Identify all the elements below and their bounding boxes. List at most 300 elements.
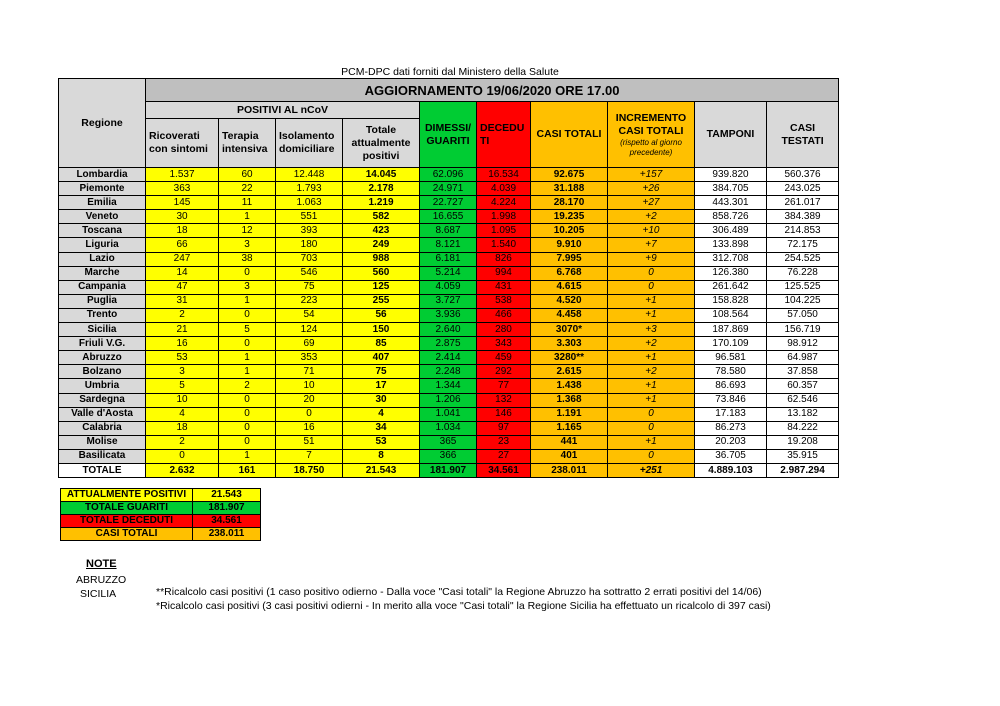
- cell-regione: Emilia: [59, 196, 146, 210]
- cell-incremento: +27: [608, 196, 695, 210]
- cell-tamponi: 158.828: [695, 294, 767, 308]
- cell-dimessi: 2.875: [420, 337, 477, 351]
- cell-ricoverati: 47: [146, 280, 219, 294]
- cell-dimessi: 2.248: [420, 365, 477, 379]
- cell-casi-totali: 6.768: [531, 266, 608, 280]
- cell-totale-positivi: 53: [343, 435, 420, 449]
- cell-dimessi: 1.034: [420, 421, 477, 435]
- summary-value: 34.561: [193, 515, 261, 528]
- cell-totale-positivi: 150: [343, 323, 420, 337]
- cell-dimessi: 3.727: [420, 294, 477, 308]
- cell-ricoverati: 363: [146, 182, 219, 196]
- cell-isolamento: 75: [276, 280, 343, 294]
- cell-deceduti: 292: [477, 365, 531, 379]
- cell-totale-positivi: 75: [343, 365, 420, 379]
- cell-terapia: 3: [219, 280, 276, 294]
- cell-deceduti: 826: [477, 252, 531, 266]
- header-incremento: [608, 102, 695, 168]
- summary-value: 181.907: [193, 502, 261, 515]
- cell-totale-positivi: 21.543: [343, 463, 420, 477]
- cell-tamponi: 73.846: [695, 393, 767, 407]
- cell-terapia: 1: [219, 365, 276, 379]
- header-casi-testati: CASI TESTATI: [767, 102, 839, 168]
- cell-isolamento: 353: [276, 351, 343, 365]
- cell-terapia: 1: [219, 294, 276, 308]
- cell-casi-testati: 214.853: [767, 224, 839, 238]
- cell-ricoverati: 247: [146, 252, 219, 266]
- totals-row: [59, 463, 839, 477]
- cell-totale-positivi: 34: [343, 421, 420, 435]
- cell-totale-positivi: 85: [343, 337, 420, 351]
- cell-terapia: 11: [219, 196, 276, 210]
- cell-tamponi: 306.489: [695, 224, 767, 238]
- table-row: [59, 407, 839, 421]
- cell-regione: Molise: [59, 435, 146, 449]
- cell-casi-totali: 28.170: [531, 196, 608, 210]
- cell-casi-testati: 13.182: [767, 407, 839, 421]
- cell-terapia: 1: [219, 210, 276, 224]
- cell-casi-testati: 156.719: [767, 323, 839, 337]
- cell-dimessi: 2.414: [420, 351, 477, 365]
- cell-dimessi: 8.121: [420, 238, 477, 252]
- cell-casi-totali: 3070*: [531, 323, 608, 337]
- cell-tamponi: 86.693: [695, 379, 767, 393]
- cell-dimessi: 24.971: [420, 182, 477, 196]
- cell-isolamento: 71: [276, 365, 343, 379]
- header-terapia: Terapia intensiva: [219, 119, 276, 168]
- table-row: [59, 266, 839, 280]
- summary-value: 238.011: [193, 528, 261, 541]
- cell-terapia: 60: [219, 168, 276, 182]
- table-body: [59, 168, 839, 478]
- header-tamponi: TAMPONI: [695, 102, 767, 168]
- summary-row: [61, 489, 261, 502]
- table-row: [59, 168, 839, 182]
- cell-ricoverati: 2: [146, 308, 219, 322]
- cell-isolamento: 1.063: [276, 196, 343, 210]
- cell-ricoverati: 1.537: [146, 168, 219, 182]
- note-text-sicilia: *Ricalcolo casi positivi (3 casi positivi odierni - In merito alla voce "Casi totali" la Regione Sicilia ha effettuato un ricalcolo di 397 casi): [156, 600, 771, 612]
- cell-dimessi: 1.041: [420, 407, 477, 421]
- cell-dimessi: 22.727: [420, 196, 477, 210]
- cell-ricoverati: 66: [146, 238, 219, 252]
- cell-ricoverati: 2: [146, 435, 219, 449]
- cell-casi-totali: 1.438: [531, 379, 608, 393]
- cell-tamponi: 133.898: [695, 238, 767, 252]
- cell-regione: Umbria: [59, 379, 146, 393]
- cell-ricoverati: 0: [146, 449, 219, 463]
- cell-casi-totali: 4.520: [531, 294, 608, 308]
- cell-deceduti: 77: [477, 379, 531, 393]
- summary-table: [60, 488, 261, 541]
- cell-totale-positivi: 407: [343, 351, 420, 365]
- cell-regione: Basilicata: [59, 449, 146, 463]
- cell-terapia: 38: [219, 252, 276, 266]
- cell-casi-testati: 19.208: [767, 435, 839, 449]
- header-dimessi: DIMESSI/ GUARITI: [420, 102, 477, 168]
- summary-row: [61, 502, 261, 515]
- cell-casi-totali: 19.235: [531, 210, 608, 224]
- cell-incremento: +1: [608, 379, 695, 393]
- cell-deceduti: 97: [477, 421, 531, 435]
- source-caption: PCM-DPC dati forniti dal Ministero della Salute: [341, 66, 559, 78]
- header-positivi-group: POSITIVI AL nCoV: [146, 102, 420, 119]
- cell-casi-testati: 60.357: [767, 379, 839, 393]
- cell-regione: Valle d'Aosta: [59, 407, 146, 421]
- cell-ricoverati: 5: [146, 379, 219, 393]
- cell-terapia: 0: [219, 337, 276, 351]
- cell-casi-totali: 10.205: [531, 224, 608, 238]
- cell-tamponi: 443.301: [695, 196, 767, 210]
- cell-regione: Lazio: [59, 252, 146, 266]
- cell-ricoverati: 145: [146, 196, 219, 210]
- cell-regione: Lombardia: [59, 168, 146, 182]
- header-isolamento: Isolamento domiciliare: [276, 119, 343, 168]
- cell-isolamento: 54: [276, 308, 343, 322]
- cell-totale-positivi: 125: [343, 280, 420, 294]
- cell-terapia: 1: [219, 449, 276, 463]
- table-row: [59, 210, 839, 224]
- cell-dimessi: 1.344: [420, 379, 477, 393]
- summary-value: 21.543: [193, 489, 261, 502]
- cell-terapia: 2: [219, 379, 276, 393]
- cell-totale-positivi: 56: [343, 308, 420, 322]
- cell-ricoverati: 21: [146, 323, 219, 337]
- cell-casi-testati: 72.175: [767, 238, 839, 252]
- cell-deceduti: 132: [477, 393, 531, 407]
- cell-tamponi: 261.642: [695, 280, 767, 294]
- cell-dimessi: 6.181: [420, 252, 477, 266]
- cell-tamponi: 86.273: [695, 421, 767, 435]
- cell-totale-positivi: 30: [343, 393, 420, 407]
- cell-deceduti: 538: [477, 294, 531, 308]
- summary-label: TOTALE GUARITI: [61, 502, 193, 515]
- cell-totale-positivi: 14.045: [343, 168, 420, 182]
- cell-terapia: 0: [219, 393, 276, 407]
- cell-casi-testati: 57.050: [767, 308, 839, 322]
- cell-dimessi: 1.206: [420, 393, 477, 407]
- cell-tamponi: 36.705: [695, 449, 767, 463]
- cell-deceduti: 4.039: [477, 182, 531, 196]
- cell-casi-totali: 7.995: [531, 252, 608, 266]
- table-row: [59, 252, 839, 266]
- cell-casi-testati: 64.987: [767, 351, 839, 365]
- cell-tamponi: 78.580: [695, 365, 767, 379]
- cell-totale-positivi: 1.219: [343, 196, 420, 210]
- cell-regione: Trento: [59, 308, 146, 322]
- cell-casi-totali: 4.458: [531, 308, 608, 322]
- cell-incremento: 0: [608, 280, 695, 294]
- cell-incremento: +157: [608, 168, 695, 182]
- cell-incremento: +2: [608, 365, 695, 379]
- cell-deceduti: 280: [477, 323, 531, 337]
- cell-isolamento: 551: [276, 210, 343, 224]
- cell-isolamento: 12.448: [276, 168, 343, 182]
- cell-incremento: 0: [608, 449, 695, 463]
- cell-incremento: +9: [608, 252, 695, 266]
- cell-casi-testati: 125.525: [767, 280, 839, 294]
- cell-isolamento: 10: [276, 379, 343, 393]
- cell-casi-testati: 560.376: [767, 168, 839, 182]
- cell-totale-positivi: 423: [343, 224, 420, 238]
- cell-regione: Calabria: [59, 421, 146, 435]
- summary-label: TOTALE DECEDUTI: [61, 515, 193, 528]
- cell-isolamento: 0: [276, 407, 343, 421]
- table-row: [59, 337, 839, 351]
- cell-incremento: 0: [608, 407, 695, 421]
- cell-totale-positivi: 2.178: [343, 182, 420, 196]
- cell-casi-totali: 3280**: [531, 351, 608, 365]
- cell-totale-positivi: 255: [343, 294, 420, 308]
- cell-tamponi: 96.581: [695, 351, 767, 365]
- cell-terapia: 3: [219, 238, 276, 252]
- cell-terapia: 5: [219, 323, 276, 337]
- cell-casi-totali: 1.191: [531, 407, 608, 421]
- cell-tamponi: 170.109: [695, 337, 767, 351]
- cell-dimessi: 366: [420, 449, 477, 463]
- cell-casi-totali: 4.615: [531, 280, 608, 294]
- cell-ricoverati: 18: [146, 224, 219, 238]
- cell-isolamento: 703: [276, 252, 343, 266]
- cell-ricoverati: 2.632: [146, 463, 219, 477]
- table-row: [59, 308, 839, 322]
- table-row: [59, 435, 839, 449]
- cell-incremento: 0: [608, 421, 695, 435]
- cell-deceduti: 994: [477, 266, 531, 280]
- cell-terapia: 1: [219, 351, 276, 365]
- cell-ricoverati: 14: [146, 266, 219, 280]
- table-row: [59, 323, 839, 337]
- cell-regione: TOTALE: [59, 463, 146, 477]
- cell-incremento: +26: [608, 182, 695, 196]
- cell-totale-positivi: 8: [343, 449, 420, 463]
- cell-isolamento: 69: [276, 337, 343, 351]
- cell-isolamento: 20: [276, 393, 343, 407]
- cell-incremento: +2: [608, 337, 695, 351]
- cell-deceduti: 1.095: [477, 224, 531, 238]
- cell-dimessi: 8.687: [420, 224, 477, 238]
- cell-isolamento: 7: [276, 449, 343, 463]
- cell-regione: Marche: [59, 266, 146, 280]
- cell-deceduti: 1.540: [477, 238, 531, 252]
- summary-row: [61, 528, 261, 541]
- cell-deceduti: 4.224: [477, 196, 531, 210]
- cell-incremento: +2: [608, 210, 695, 224]
- cell-incremento: +251: [608, 463, 695, 477]
- cell-totale-positivi: 4: [343, 407, 420, 421]
- cell-casi-totali: 9.910: [531, 238, 608, 252]
- cell-casi-testati: 243.025: [767, 182, 839, 196]
- cell-incremento: 0: [608, 266, 695, 280]
- table-row: [59, 449, 839, 463]
- header-incremento-note: (rispetto al giorno precedente): [620, 137, 682, 157]
- cell-tamponi: 20.203: [695, 435, 767, 449]
- notes-title: NOTE: [86, 558, 117, 570]
- cell-isolamento: 124: [276, 323, 343, 337]
- table-row: [59, 224, 839, 238]
- cell-regione: Sicilia: [59, 323, 146, 337]
- cell-totale-positivi: 560: [343, 266, 420, 280]
- cell-regione: Veneto: [59, 210, 146, 224]
- header-totale-positivi: Totale attualmente positivi: [343, 119, 420, 168]
- note-region-abruzzo: ABRUZZO: [76, 574, 127, 586]
- cell-tamponi: 312.708: [695, 252, 767, 266]
- cell-ricoverati: 10: [146, 393, 219, 407]
- cell-casi-totali: 31.188: [531, 182, 608, 196]
- cell-isolamento: 1.793: [276, 182, 343, 196]
- cell-tamponi: 858.726: [695, 210, 767, 224]
- cell-dimessi: 2.640: [420, 323, 477, 337]
- cell-casi-totali: 238.011: [531, 463, 608, 477]
- cell-dimessi: 365: [420, 435, 477, 449]
- cell-deceduti: 431: [477, 280, 531, 294]
- table-row: [59, 294, 839, 308]
- cell-casi-totali: 1.165: [531, 421, 608, 435]
- update-title: AGGIORNAMENTO 19/06/2020 ORE 17.00: [146, 79, 839, 102]
- table-row: [59, 379, 839, 393]
- cell-isolamento: 180: [276, 238, 343, 252]
- cell-incremento: +1: [608, 351, 695, 365]
- cell-casi-testati: 37.858: [767, 365, 839, 379]
- cell-incremento: +3: [608, 323, 695, 337]
- cell-deceduti: 1.998: [477, 210, 531, 224]
- cell-regione: Abruzzo: [59, 351, 146, 365]
- cell-regione: Piemonte: [59, 182, 146, 196]
- cell-deceduti: 16.534: [477, 168, 531, 182]
- cell-casi-totali: 3.303: [531, 337, 608, 351]
- cell-terapia: 0: [219, 266, 276, 280]
- header-incremento-label: INCREMENTO CASI TOTALI: [615, 111, 687, 137]
- cell-ricoverati: 3: [146, 365, 219, 379]
- table-row: [59, 351, 839, 365]
- cell-dimessi: 4.059: [420, 280, 477, 294]
- cell-casi-testati: 384.389: [767, 210, 839, 224]
- cell-incremento: +7: [608, 238, 695, 252]
- cell-totale-positivi: 582: [343, 210, 420, 224]
- cell-isolamento: 223: [276, 294, 343, 308]
- cell-terapia: 0: [219, 421, 276, 435]
- cell-tamponi: 187.869: [695, 323, 767, 337]
- cell-terapia: 161: [219, 463, 276, 477]
- cell-isolamento: 546: [276, 266, 343, 280]
- cell-casi-testati: 261.017: [767, 196, 839, 210]
- cell-isolamento: 51: [276, 435, 343, 449]
- cell-ricoverati: 53: [146, 351, 219, 365]
- header-regione: Regione: [59, 79, 146, 168]
- cell-deceduti: 146: [477, 407, 531, 421]
- summary-label: ATTUALMENTE POSITIVI: [61, 489, 193, 502]
- cell-incremento: +10: [608, 224, 695, 238]
- cell-dimessi: 62.096: [420, 168, 477, 182]
- cell-casi-totali: 92.675: [531, 168, 608, 182]
- cell-terapia: 22: [219, 182, 276, 196]
- cell-tamponi: 384.705: [695, 182, 767, 196]
- cell-deceduti: 23: [477, 435, 531, 449]
- note-text-abruzzo: **Ricalcolo casi positivi (1 caso positivo odierno - Dalla voce "Casi totali" la Regione Abruzzo ha sottratto 2 errati positivi del 14/06): [156, 586, 762, 598]
- cell-tamponi: 939.820: [695, 168, 767, 182]
- cell-deceduti: 459: [477, 351, 531, 365]
- summary-row: [61, 515, 261, 528]
- cell-casi-testati: 2.987.294: [767, 463, 839, 477]
- cell-totale-positivi: 988: [343, 252, 420, 266]
- cell-ricoverati: 4: [146, 407, 219, 421]
- note-region-sicilia: SICILIA: [80, 588, 117, 600]
- table-row: [59, 280, 839, 294]
- cell-isolamento: 16: [276, 421, 343, 435]
- header-casi-totali: CASI TOTALI: [531, 102, 608, 168]
- cell-casi-testati: 98.912: [767, 337, 839, 351]
- cell-dimessi: 16.655: [420, 210, 477, 224]
- cell-casi-testati: 62.546: [767, 393, 839, 407]
- cell-incremento: +1: [608, 393, 695, 407]
- cell-totale-positivi: 249: [343, 238, 420, 252]
- cell-tamponi: 17.183: [695, 407, 767, 421]
- cell-casi-totali: 1.368: [531, 393, 608, 407]
- cell-regione: Toscana: [59, 224, 146, 238]
- cell-deceduti: 466: [477, 308, 531, 322]
- cell-deceduti: 34.561: [477, 463, 531, 477]
- table-row: [59, 196, 839, 210]
- cell-casi-totali: 441: [531, 435, 608, 449]
- cell-dimessi: 5.214: [420, 266, 477, 280]
- cell-incremento: +1: [608, 308, 695, 322]
- cell-deceduti: 343: [477, 337, 531, 351]
- cell-casi-testati: 254.525: [767, 252, 839, 266]
- cell-ricoverati: 30: [146, 210, 219, 224]
- cell-casi-testati: 84.222: [767, 421, 839, 435]
- cell-regione: Liguria: [59, 238, 146, 252]
- cell-regione: Sardegna: [59, 393, 146, 407]
- table-row: [59, 421, 839, 435]
- cell-isolamento: 18.750: [276, 463, 343, 477]
- cell-dimessi: 3.936: [420, 308, 477, 322]
- cell-ricoverati: 16: [146, 337, 219, 351]
- cell-ricoverati: 31: [146, 294, 219, 308]
- cell-ricoverati: 18: [146, 421, 219, 435]
- cell-tamponi: 108.564: [695, 308, 767, 322]
- cell-incremento: +1: [608, 435, 695, 449]
- cell-terapia: 12: [219, 224, 276, 238]
- table-row: [59, 238, 839, 252]
- cell-regione: Campania: [59, 280, 146, 294]
- table-row: [59, 365, 839, 379]
- cell-isolamento: 393: [276, 224, 343, 238]
- cell-incremento: +1: [608, 294, 695, 308]
- covid-data-table: [58, 78, 839, 478]
- cell-casi-totali: 2.615: [531, 365, 608, 379]
- cell-tamponi: 4.889.103: [695, 463, 767, 477]
- cell-deceduti: 27: [477, 449, 531, 463]
- cell-regione: Friuli V.G.: [59, 337, 146, 351]
- cell-casi-testati: 35.915: [767, 449, 839, 463]
- header-ricoverati: Ricoverati con sintomi: [146, 119, 219, 168]
- cell-terapia: 0: [219, 435, 276, 449]
- cell-regione: Puglia: [59, 294, 146, 308]
- header-deceduti: DECEDU TI: [477, 102, 531, 168]
- cell-casi-testati: 104.225: [767, 294, 839, 308]
- table-row: [59, 182, 839, 196]
- cell-regione: Bolzano: [59, 365, 146, 379]
- table-row: [59, 393, 839, 407]
- cell-casi-totali: 401: [531, 449, 608, 463]
- cell-terapia: 0: [219, 308, 276, 322]
- cell-totale-positivi: 17: [343, 379, 420, 393]
- cell-terapia: 0: [219, 407, 276, 421]
- summary-label: CASI TOTALI: [61, 528, 193, 541]
- cell-tamponi: 126.380: [695, 266, 767, 280]
- cell-casi-testati: 76.228: [767, 266, 839, 280]
- cell-dimessi: 181.907: [420, 463, 477, 477]
